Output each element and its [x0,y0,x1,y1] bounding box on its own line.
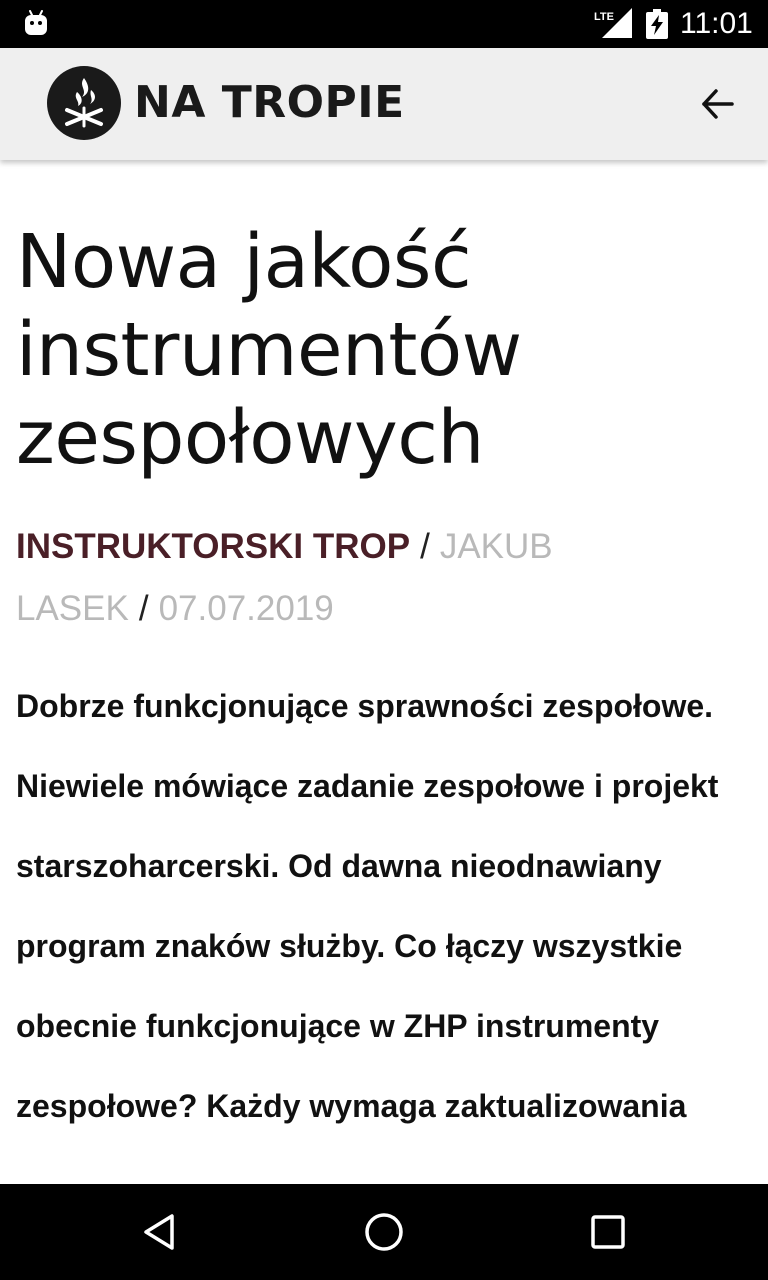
network-type-label: LTE [594,11,614,23]
article-content[interactable] [0,160,768,1184]
article-meta [16,516,736,640]
article-date: 07.07.2019 [158,589,334,628]
signal-icon [594,8,634,40]
app-bar [0,48,768,160]
article-lead: Dobrze funkcjonujące sprawności zespołowe. Niewiele mówiące zadanie zespołowe i projekt starszoharcerski. Od dawna nieodnawiany program znaków służby. Co łączy wszystkie obecnie funkcjonujące w ZHP instrumenty zespołowe? Każdy wymaga zaktualizowania [16,688,719,1124]
arrow-left-icon [700,86,736,122]
battery-charging-icon [646,9,668,39]
navigation-bar [0,1184,768,1280]
category-link[interactable]: INSTRUKTORSKI TROP [16,527,411,566]
meta-separator: / [420,527,430,566]
meta-separator: / [138,589,149,628]
nav-recents-button[interactable] [584,1208,632,1256]
nav-back-button[interactable] [136,1208,184,1256]
status-clock: 11:01 [680,7,753,40]
circle-home-icon [363,1211,405,1253]
back-button[interactable] [690,76,746,132]
android-debug-icon [24,10,48,36]
status-bar [0,0,768,48]
article-title: Nowa jakość instrumentów zespołowych [16,219,522,481]
app-logo-text[interactable]: NA TROPIE [134,77,405,128]
campfire-logo-icon[interactable] [47,66,121,140]
author-link[interactable]: JAKUB LASEK [16,527,553,628]
nav-home-button[interactable] [360,1208,408,1256]
square-recents-icon [588,1212,628,1252]
triangle-back-icon [140,1212,180,1252]
